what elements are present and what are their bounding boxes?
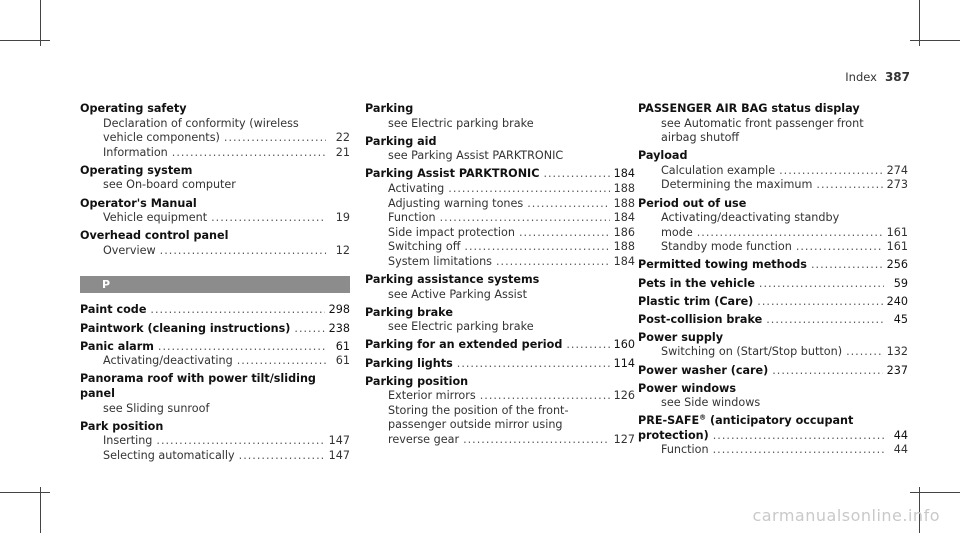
- leader-dots: [796, 240, 883, 255]
- page-ref: 147: [328, 434, 350, 448]
- index-entry: [80, 229, 350, 258]
- index-term: [80, 340, 350, 355]
- index-term-cont: [638, 429, 908, 444]
- index-term: [638, 149, 908, 164]
- index-subentry-text: Determining the maximum: [661, 178, 813, 192]
- index-subentry-text: Activating/deactivating standby: [661, 211, 840, 225]
- leader-dots: [846, 345, 883, 360]
- page-ref: 298: [328, 303, 350, 317]
- index-term-text: Paintwork (cleaning instructions): [80, 321, 291, 335]
- leader-dots: [766, 313, 884, 328]
- index-entry: [80, 340, 350, 369]
- page-ref: 126: [613, 389, 635, 403]
- index-entry: [80, 102, 350, 160]
- index-subentry-text: see On-board computer: [103, 178, 236, 192]
- index-term-text: Park position: [80, 419, 164, 433]
- leader-dots: [759, 277, 884, 292]
- index-entry: [365, 102, 635, 131]
- leader-dots: [464, 240, 609, 255]
- index-entry: [638, 258, 908, 273]
- page-ref: 44: [893, 428, 908, 442]
- index-term-text: Overhead control panel: [80, 229, 229, 243]
- index-term-text: Operating safety: [80, 102, 187, 115]
- index-term: [80, 372, 350, 387]
- index-term-text: Panorama roof with power tilt/sliding: [80, 372, 316, 386]
- index-term: [638, 382, 908, 397]
- index-subentry-text: see Electric parking brake: [388, 116, 534, 130]
- index-subentry: [638, 164, 908, 179]
- index-entry: [638, 331, 908, 360]
- index-term: [80, 229, 350, 244]
- leader-dots: [160, 244, 326, 259]
- index-term-text: Parking assistance systems: [365, 273, 540, 287]
- crop-mark: [0, 40, 50, 41]
- page-ref: 160: [613, 338, 635, 352]
- leader-dots: [811, 258, 883, 273]
- page-ref: 238: [328, 321, 350, 335]
- index-column-1: [80, 102, 350, 467]
- leader-dots: [294, 322, 324, 337]
- index-subentry-text: Information: [103, 145, 168, 159]
- page-number: 387: [884, 70, 910, 84]
- index-subentry-text: Switching off: [388, 240, 461, 254]
- page-ref: 161: [886, 225, 908, 239]
- page-ref: 12: [335, 243, 350, 257]
- index-entry: [80, 372, 350, 416]
- leader-dots: [816, 178, 882, 193]
- watermark: carmanualsonline.info: [752, 506, 940, 525]
- index-subentry-text: see Automatic front passenger front: [661, 116, 864, 130]
- index-term: [638, 197, 908, 212]
- index-subentry-text: see Side windows: [661, 396, 761, 410]
- index-entry: [365, 135, 635, 164]
- index-term-text: Parking: [365, 102, 414, 115]
- index-column-2: [365, 102, 635, 451]
- index-term: [80, 197, 350, 212]
- page-ref: 237: [886, 363, 908, 377]
- index-entry: [365, 273, 635, 302]
- index-subentry: [365, 404, 635, 419]
- index-subentry-text: see Active Parking Assist: [388, 287, 527, 301]
- index-subentry: [80, 354, 350, 369]
- index-term-text: PASSENGER AIR BAG status display: [638, 102, 860, 115]
- page-ref: 184: [613, 211, 635, 225]
- index-term: [80, 420, 350, 435]
- index-term-text: Parking Assist PARKTRONIC: [365, 167, 540, 181]
- page-ref: 188: [613, 196, 635, 210]
- page-ref: 188: [613, 240, 635, 254]
- leader-dots: [448, 182, 609, 197]
- index-subentry-text: vehicle components): [103, 131, 220, 145]
- index-term: [80, 322, 350, 337]
- index-subentry-text: Function: [661, 443, 709, 457]
- leader-dots: [440, 211, 610, 226]
- index-subentry-text: Inserting: [103, 434, 153, 448]
- page-ref: 132: [886, 345, 908, 359]
- index-term-cont-text: protection): [638, 428, 709, 442]
- page-ref: 161: [886, 240, 908, 254]
- leader-dots: [757, 295, 882, 310]
- page-ref: 44: [893, 443, 908, 457]
- term-suffix: (anticipatory occupant: [706, 414, 854, 428]
- page-ref: 184: [613, 167, 635, 181]
- page-ref: 61: [335, 354, 350, 368]
- index-subentry: [638, 396, 908, 411]
- index-subentry-text: Storing the position of the front-: [388, 403, 569, 417]
- index-term: [638, 364, 908, 379]
- index-subentry: [638, 226, 908, 241]
- index-entry: [638, 149, 908, 193]
- index-subentry-text: reverse gear: [388, 432, 460, 446]
- leader-dots: [224, 131, 326, 146]
- leader-dots: [779, 164, 883, 179]
- page-ref: 188: [613, 181, 635, 195]
- index-entry: [80, 197, 350, 226]
- index-entry: [365, 167, 635, 269]
- index-term: [638, 102, 908, 117]
- index-entry: [638, 313, 908, 328]
- index-subentry-text: Declaration of conformity (wireless: [103, 116, 299, 130]
- page-ref: 127: [613, 432, 635, 446]
- index-entry: [80, 164, 350, 193]
- leader-dots: [211, 211, 326, 226]
- index-entry: [638, 295, 908, 310]
- index-term-text: Paint code: [80, 303, 147, 317]
- index-term: [365, 306, 635, 321]
- leader-dots: [463, 433, 610, 448]
- index-term-text: Operating system: [80, 163, 193, 177]
- index-subentry: [365, 226, 635, 241]
- index-subentry-text: Selecting automatically: [103, 448, 235, 462]
- index-term: [365, 102, 635, 117]
- index-term-text: Parking brake: [365, 305, 453, 319]
- leader-dots: [772, 364, 882, 379]
- index-column-3: [638, 102, 908, 462]
- index-subentry: [80, 244, 350, 259]
- index-term: [80, 102, 350, 117]
- index-term: [638, 331, 908, 346]
- index-term-text: Panic alarm: [80, 339, 154, 353]
- index-term-text: Permitted towing methods: [638, 258, 807, 272]
- index-subentry: [638, 211, 908, 226]
- page-ref: 59: [893, 276, 908, 290]
- index-term-text: Parking lights: [365, 356, 453, 370]
- page-ref: 184: [613, 254, 635, 268]
- index-term-text: Operator's Manual: [80, 196, 197, 210]
- index-entry: [365, 338, 635, 353]
- page-header: [845, 70, 910, 84]
- index-term: [638, 295, 908, 310]
- index-subentry: [638, 117, 908, 132]
- index-subentry: [365, 320, 635, 335]
- page-ref: 61: [335, 339, 350, 353]
- index-term: [365, 167, 635, 182]
- index-subentry: [365, 117, 635, 132]
- index-subentry-text: airbag shutoff: [661, 131, 740, 145]
- leader-dots: [457, 357, 610, 372]
- index-subentry: [365, 433, 635, 448]
- index-term: [638, 414, 908, 429]
- leader-dots: [237, 354, 326, 369]
- index-subentry-text: Vehicle equipment: [103, 211, 208, 225]
- crop-mark: [40, 487, 41, 533]
- index-term-cont: [80, 387, 350, 402]
- index-subentry-text: see Parking Assist PARKTRONIC: [388, 149, 564, 163]
- index-term-text: Payload: [638, 149, 688, 163]
- index-entry: [638, 197, 908, 255]
- index-entry: [365, 375, 635, 448]
- index-subentry: [638, 240, 908, 255]
- index-term-text: Plastic trim (Care): [638, 294, 754, 308]
- page-ref: 21: [335, 145, 350, 159]
- index-subentry: [365, 255, 635, 270]
- index-term-text: Parking position: [365, 374, 469, 388]
- leader-dots: [239, 449, 325, 464]
- index-term-text: PRE-SAFE® (anticipatory occupant: [638, 413, 854, 428]
- index-entry: [365, 357, 635, 372]
- leader-dots: [713, 443, 884, 458]
- registered-mark: ®: [699, 413, 707, 422]
- page-ref: 19: [335, 211, 350, 225]
- index-entry: [365, 306, 635, 335]
- leader-dots: [158, 340, 326, 355]
- index-subentry: [638, 443, 908, 458]
- index-term: [638, 258, 908, 273]
- index-subentry: [365, 240, 635, 255]
- index-subentry: [365, 288, 635, 303]
- index-subentry: [80, 178, 350, 193]
- index-subentry: [365, 389, 635, 404]
- page-ref: 22: [335, 131, 350, 145]
- index-subentry: [365, 182, 635, 197]
- index-term: [80, 164, 350, 179]
- index-term-text: Parking for an extended period: [365, 338, 563, 352]
- leader-dots: [156, 434, 324, 449]
- index-subentry: [365, 149, 635, 164]
- index-entry: [638, 364, 908, 379]
- index-entry: [80, 303, 350, 318]
- page-ref: 147: [328, 448, 350, 462]
- index-subentry-text: Adjusting warning tones: [388, 196, 524, 210]
- index-term: [365, 375, 635, 390]
- index-term-text: Period out of use: [638, 196, 747, 210]
- index-subentry-text: Calculation example: [661, 163, 776, 177]
- leader-dots: [172, 146, 326, 161]
- index-subentry-text: Activating: [388, 181, 445, 195]
- index-subentry-text: passenger outside mirror using: [388, 418, 563, 432]
- index-term-text: Pets in the vehicle: [638, 276, 755, 290]
- index-subentry-text: see Sliding sunroof: [103, 401, 210, 415]
- index-subentry-text: see Electric parking brake: [388, 320, 534, 334]
- index-subentry-text: Function: [388, 211, 436, 225]
- index-entry: [80, 420, 350, 464]
- index-subentry: [80, 146, 350, 161]
- page-ref: 186: [613, 225, 635, 239]
- index-subentry-text: Exterior mirrors: [388, 389, 476, 403]
- index-subentry-text: System limitations: [388, 254, 492, 268]
- index-subentry-text: Activating/deactivating: [103, 354, 233, 368]
- index-subentry: [80, 211, 350, 226]
- index-subentry: [365, 197, 635, 212]
- index-subentry-text: Overview: [103, 243, 156, 257]
- index-entry: [638, 414, 908, 458]
- leader-dots: [519, 226, 610, 241]
- index-term: [80, 303, 350, 318]
- index-subentry-text: mode: [661, 225, 693, 239]
- index-subentry-text: Side impact protection: [388, 225, 515, 239]
- page-ref: 274: [886, 163, 908, 177]
- page-ref: 273: [886, 178, 908, 192]
- index-subentry: [80, 449, 350, 464]
- index-subentry: [80, 131, 350, 146]
- leader-dots: [697, 226, 883, 241]
- index-subentry-text: Standby mode function: [661, 240, 792, 254]
- page-ref: 114: [613, 356, 635, 370]
- index-subentry-text: Switching on (Start/Stop button): [661, 345, 843, 359]
- index-term: [365, 273, 635, 288]
- index-term-text: Parking aid: [365, 134, 437, 148]
- index-subentry: [80, 117, 350, 132]
- page-ref: 240: [886, 294, 908, 308]
- index-subentry: [638, 131, 908, 146]
- leader-dots: [496, 255, 610, 270]
- leader-dots: [713, 429, 884, 444]
- leader-dots: [543, 167, 609, 182]
- page-ref: 45: [893, 312, 908, 326]
- index-subentry: [80, 434, 350, 449]
- index-term: [365, 338, 635, 353]
- leader-dots: [566, 338, 609, 353]
- index-term: [365, 135, 635, 150]
- leader-dots: [150, 303, 324, 318]
- index-term-text: Power supply: [638, 330, 723, 344]
- index-subentry: [638, 345, 908, 360]
- index-term: [638, 277, 908, 292]
- leader-dots: [527, 197, 609, 212]
- index-entry: [638, 382, 908, 411]
- index-term-cont-text: panel: [80, 386, 115, 400]
- leader-dots: [480, 389, 610, 404]
- index-term-text: Post-collision brake: [638, 312, 763, 326]
- index-subentry: [638, 178, 908, 193]
- index-entry: [638, 102, 908, 146]
- index-term: [638, 313, 908, 328]
- index-term: [365, 357, 635, 372]
- index-entry: [80, 322, 350, 337]
- crop-mark: [910, 492, 960, 493]
- page-ref: 256: [886, 258, 908, 272]
- index-entry: [638, 277, 908, 292]
- crop-mark: [910, 40, 960, 41]
- index-term-text: Power windows: [638, 381, 737, 395]
- index-term-text: Power washer (care): [638, 363, 769, 377]
- crop-mark: [0, 492, 50, 493]
- index-subentry: [365, 211, 635, 226]
- section-title: Index: [845, 70, 877, 84]
- index-subentry: [365, 418, 635, 433]
- index-subentry: [80, 402, 350, 417]
- letter-divider: P: [80, 276, 350, 293]
